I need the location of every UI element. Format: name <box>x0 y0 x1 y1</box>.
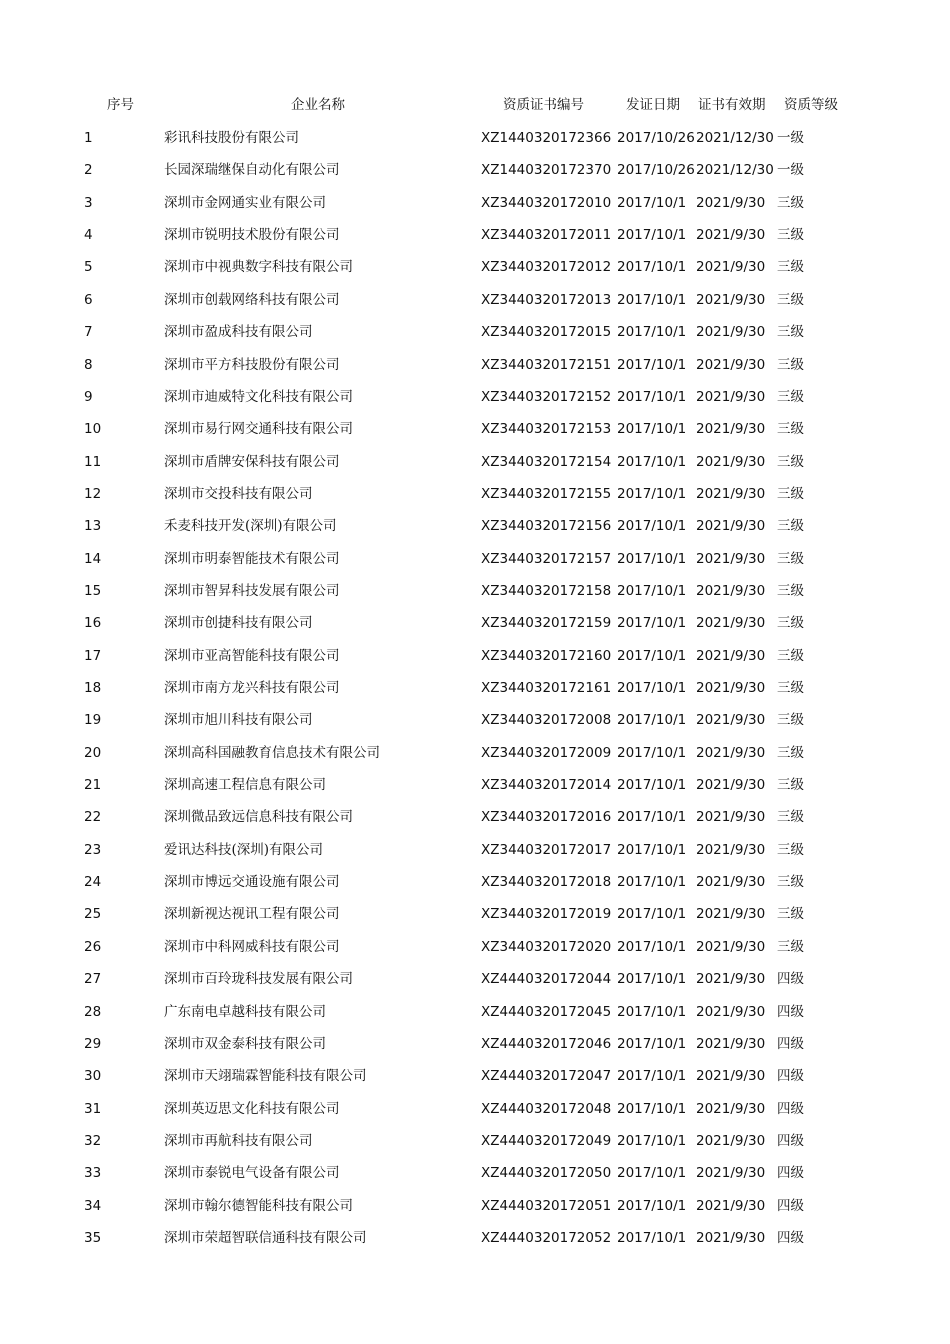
cell-no: 10 <box>84 421 102 438</box>
cell-cert: XZ3440320172016 <box>481 809 612 826</box>
cell-cert: XZ3440320172161 <box>481 680 612 696</box>
cell-no: 5 <box>84 259 93 276</box>
cell-cert: XZ1440320172366 <box>481 130 612 146</box>
cell-cert: XZ3440320172158 <box>481 582 612 599</box>
cell-level: 四级 <box>777 1229 804 1246</box>
cell-issue: 2017/10/1 <box>617 777 687 793</box>
cell-cert: XZ3440320172018 <box>481 874 612 891</box>
cell-expiry: 2021/9/30 <box>696 421 766 438</box>
cell-no: 2 <box>84 162 93 179</box>
cell-level: 三级 <box>777 809 804 826</box>
table-row <box>0 478 950 510</box>
table-row <box>0 801 950 833</box>
cell-name: 深圳市易行网交通科技有限公司 <box>164 421 353 438</box>
cell-no: 32 <box>84 1132 102 1149</box>
cell-expiry: 2021/9/30 <box>696 1165 766 1182</box>
cell-level: 四级 <box>777 1165 804 1182</box>
cell-cert: XZ3440320172020 <box>481 938 612 955</box>
table-row <box>0 640 950 672</box>
table-header <box>0 89 950 121</box>
cell-level: 三级 <box>777 906 804 923</box>
cell-no: 35 <box>84 1229 102 1246</box>
cell-expiry: 2021/9/30 <box>696 680 766 696</box>
cell-issue: 2017/10/1 <box>617 518 687 535</box>
cell-no: 24 <box>84 874 102 891</box>
cell-no: 14 <box>84 550 102 567</box>
cell-expiry: 2021/9/30 <box>696 453 766 470</box>
cell-name: 深圳市平方科技股份有限公司 <box>164 356 340 373</box>
cell-name: 深圳市智昇科技发展有限公司 <box>164 582 340 599</box>
cell-no: 8 <box>84 356 93 373</box>
cell-cert: XZ3440320172153 <box>481 421 612 438</box>
cell-cert: XZ3440320172008 <box>481 712 612 729</box>
cell-issue: 2017/10/1 <box>617 227 687 244</box>
table-row <box>0 834 950 866</box>
cell-level: 三级 <box>777 777 804 793</box>
cell-name: 深圳市翰尔德智能科技有限公司 <box>164 1197 353 1214</box>
cell-cert: XZ3440320172011 <box>481 227 612 244</box>
cell-level: 三级 <box>777 356 804 373</box>
cell-name: 深圳高速工程信息有限公司 <box>164 777 326 793</box>
cell-no: 9 <box>84 388 93 405</box>
cell-no: 22 <box>84 809 102 826</box>
cell-level: 三级 <box>777 582 804 599</box>
cell-level: 三级 <box>777 227 804 244</box>
cell-no: 31 <box>84 1100 102 1117</box>
cell-name: 深圳英迈思文化科技有限公司 <box>164 1100 340 1117</box>
cell-cert: XZ3440320172013 <box>481 291 612 308</box>
cell-expiry: 2021/9/30 <box>696 1132 766 1149</box>
cell-no: 16 <box>84 615 102 632</box>
cell-level: 三级 <box>777 388 804 405</box>
header-name: 企业名称 <box>291 97 345 113</box>
cell-name: 深圳市双金泰科技有限公司 <box>164 1035 326 1052</box>
cell-no: 15 <box>84 582 102 599</box>
cell-no: 12 <box>84 485 102 502</box>
table-row <box>0 1190 950 1222</box>
cell-issue: 2017/10/1 <box>617 906 687 923</box>
cell-name: 深圳市中视典数字科技有限公司 <box>164 259 353 276</box>
cell-level: 三级 <box>777 421 804 438</box>
cell-expiry: 2021/9/30 <box>696 550 766 567</box>
table-row <box>0 219 950 251</box>
table-row <box>0 1093 950 1125</box>
header-issue: 发证日期 <box>626 97 680 113</box>
cell-level: 三级 <box>777 680 804 696</box>
cell-no: 4 <box>84 227 93 244</box>
cell-issue: 2017/10/1 <box>617 259 687 276</box>
cell-name: 深圳市天翊瑞霖智能科技有限公司 <box>164 1068 367 1085</box>
cell-cert: XZ3440320172160 <box>481 647 612 664</box>
cell-cert: XZ3440320172154 <box>481 453 612 470</box>
table-row <box>0 737 950 769</box>
table-row <box>0 931 950 963</box>
cell-level: 三级 <box>777 259 804 276</box>
cell-expiry: 2021/12/30 <box>696 130 774 146</box>
cell-name: 彩讯科技股份有限公司 <box>164 130 299 146</box>
table-row <box>0 672 950 704</box>
cell-expiry: 2021/9/30 <box>696 874 766 891</box>
cell-no: 29 <box>84 1035 102 1052</box>
cell-cert: XZ3440320172159 <box>481 615 612 632</box>
cell-issue: 2017/10/1 <box>617 971 687 988</box>
cell-no: 19 <box>84 712 102 729</box>
cell-issue: 2017/10/1 <box>617 194 687 211</box>
cell-name: 深圳市博远交通设施有限公司 <box>164 874 340 891</box>
cell-expiry: 2021/9/30 <box>696 841 766 858</box>
cell-name: 深圳市迪威特文化科技有限公司 <box>164 388 353 405</box>
cell-cert: XZ4440320172050 <box>481 1165 612 1182</box>
table-row <box>0 446 950 478</box>
cell-cert: XZ3440320172152 <box>481 388 612 405</box>
cell-expiry: 2021/9/30 <box>696 1100 766 1117</box>
cell-cert: XZ1440320172370 <box>481 162 612 179</box>
table-row <box>0 769 950 801</box>
cell-no: 7 <box>84 324 93 341</box>
cell-expiry: 2021/9/30 <box>696 809 766 826</box>
cell-level: 三级 <box>777 874 804 891</box>
cell-name: 深圳市泰锐电气设备有限公司 <box>164 1165 340 1182</box>
table-row <box>0 866 950 898</box>
cell-expiry: 2021/9/30 <box>696 1003 766 1020</box>
cell-cert: XZ4440320172045 <box>481 1003 612 1020</box>
cell-issue: 2017/10/1 <box>617 291 687 308</box>
cell-cert: XZ3440320172009 <box>481 744 612 761</box>
table-row <box>0 1157 950 1189</box>
cell-no: 11 <box>84 453 102 470</box>
table-row <box>0 1222 950 1254</box>
cell-cert: XZ4440320172051 <box>481 1197 612 1214</box>
cell-no: 21 <box>84 777 102 793</box>
cell-expiry: 2021/9/30 <box>696 647 766 664</box>
cell-expiry: 2021/9/30 <box>696 906 766 923</box>
cell-level: 四级 <box>777 1035 804 1052</box>
cell-expiry: 2021/9/30 <box>696 777 766 793</box>
cell-cert: XZ3440320172156 <box>481 518 612 535</box>
cell-issue: 2017/10/1 <box>617 485 687 502</box>
cell-no: 6 <box>84 291 93 308</box>
cell-expiry: 2021/9/30 <box>696 227 766 244</box>
cell-cert: XZ3440320172019 <box>481 906 612 923</box>
cell-expiry: 2021/9/30 <box>696 1068 766 1085</box>
cell-name: 深圳市锐明技术股份有限公司 <box>164 227 340 244</box>
cell-no: 17 <box>84 647 102 664</box>
cell-cert: XZ3440320172017 <box>481 841 612 858</box>
table-row <box>0 381 950 413</box>
cell-issue: 2017/10/1 <box>617 809 687 826</box>
table-row <box>0 996 950 1028</box>
cell-name: 广东南电卓越科技有限公司 <box>164 1003 326 1020</box>
table-row <box>0 284 950 316</box>
cell-level: 四级 <box>777 1068 804 1085</box>
cell-name: 深圳新视达视讯工程有限公司 <box>164 906 340 923</box>
cell-level: 三级 <box>777 194 804 211</box>
cell-expiry: 2021/9/30 <box>696 388 766 405</box>
cell-issue: 2017/10/1 <box>617 1068 687 1085</box>
cell-issue: 2017/10/1 <box>617 1197 687 1214</box>
cell-cert: XZ3440320172010 <box>481 194 612 211</box>
cell-level: 三级 <box>777 485 804 502</box>
cell-expiry: 2021/9/30 <box>696 1197 766 1214</box>
cell-issue: 2017/10/1 <box>617 1165 687 1182</box>
cell-expiry: 2021/9/30 <box>696 194 766 211</box>
table-row <box>0 575 950 607</box>
cell-expiry: 2021/9/30 <box>696 712 766 729</box>
cell-name: 禾麦科技开发(深圳)有限公司 <box>164 518 337 535</box>
cell-no: 23 <box>84 841 102 858</box>
cell-expiry: 2021/9/30 <box>696 485 766 502</box>
cell-issue: 2017/10/1 <box>617 388 687 405</box>
table-row <box>0 510 950 542</box>
table-row <box>0 1028 950 1060</box>
cell-no: 1 <box>84 130 93 146</box>
cell-expiry: 2021/9/30 <box>696 744 766 761</box>
cell-level: 三级 <box>777 453 804 470</box>
cell-level: 四级 <box>777 1003 804 1020</box>
cell-level: 四级 <box>777 1197 804 1214</box>
cell-name: 深圳市盈成科技有限公司 <box>164 324 313 341</box>
cell-cert: XZ3440320172155 <box>481 485 612 502</box>
table-row <box>0 1060 950 1092</box>
cell-issue: 2017/10/26 <box>617 130 695 146</box>
cell-issue: 2017/10/1 <box>617 550 687 567</box>
cell-no: 28 <box>84 1003 102 1020</box>
cell-name: 深圳市亚高智能科技有限公司 <box>164 647 340 664</box>
cell-issue: 2017/10/1 <box>617 874 687 891</box>
cell-name: 深圳市交投科技有限公司 <box>164 485 313 502</box>
cell-level: 三级 <box>777 615 804 632</box>
cell-issue: 2017/10/1 <box>617 324 687 341</box>
cell-expiry: 2021/9/30 <box>696 582 766 599</box>
cell-issue: 2017/10/1 <box>617 1035 687 1052</box>
cell-expiry: 2021/9/30 <box>696 1035 766 1052</box>
cell-issue: 2017/10/1 <box>617 841 687 858</box>
cell-level: 四级 <box>777 1132 804 1149</box>
cell-expiry: 2021/9/30 <box>696 291 766 308</box>
cell-level: 三级 <box>777 518 804 535</box>
header-expiry: 证书有效期 <box>698 97 766 113</box>
cell-level: 三级 <box>777 712 804 729</box>
table-row <box>0 704 950 736</box>
cell-cert: XZ4440320172047 <box>481 1068 612 1085</box>
cell-issue: 2017/10/1 <box>617 582 687 599</box>
table-row <box>0 413 950 445</box>
cell-name: 深圳高科国融教育信息技术有限公司 <box>164 744 380 761</box>
cell-level: 一级 <box>777 162 804 179</box>
table-row <box>0 349 950 381</box>
cell-expiry: 2021/9/30 <box>696 938 766 955</box>
cell-name: 深圳市南方龙兴科技有限公司 <box>164 680 340 696</box>
cell-no: 18 <box>84 680 102 696</box>
cell-expiry: 2021/9/30 <box>696 1229 766 1246</box>
cell-name: 深圳市金网通实业有限公司 <box>164 194 326 211</box>
cell-level: 三级 <box>777 744 804 761</box>
cell-level: 一级 <box>777 130 804 146</box>
table-row <box>0 1125 950 1157</box>
table-row <box>0 187 950 219</box>
cell-issue: 2017/10/1 <box>617 615 687 632</box>
cell-cert: XZ3440320172014 <box>481 777 612 793</box>
cell-level: 三级 <box>777 938 804 955</box>
cell-cert: XZ4440320172044 <box>481 971 612 988</box>
cell-expiry: 2021/9/30 <box>696 615 766 632</box>
cell-issue: 2017/10/1 <box>617 1229 687 1246</box>
cell-name: 长园深瑞继保自动化有限公司 <box>164 162 340 179</box>
table-row <box>0 898 950 930</box>
cell-cert: XZ4440320172052 <box>481 1229 612 1246</box>
table-row <box>0 607 950 639</box>
cell-name: 深圳市明泰智能技术有限公司 <box>164 550 340 567</box>
cell-issue: 2017/10/1 <box>617 712 687 729</box>
cell-expiry: 2021/9/30 <box>696 971 766 988</box>
cell-cert: XZ3440320172157 <box>481 550 612 567</box>
cell-no: 33 <box>84 1165 102 1182</box>
cell-cert: XZ4440320172049 <box>481 1132 612 1149</box>
cell-expiry: 2021/12/30 <box>696 162 774 179</box>
cell-cert: XZ3440320172015 <box>481 324 612 341</box>
table-row <box>0 316 950 348</box>
cell-level: 四级 <box>777 971 804 988</box>
cell-expiry: 2021/9/30 <box>696 518 766 535</box>
cell-level: 三级 <box>777 291 804 308</box>
cell-issue: 2017/10/1 <box>617 1003 687 1020</box>
cell-level: 四级 <box>777 1100 804 1117</box>
cell-no: 27 <box>84 971 102 988</box>
cell-name: 深圳市旭川科技有限公司 <box>164 712 313 729</box>
cell-name: 爱讯达科技(深圳)有限公司 <box>164 841 324 858</box>
cell-name: 深圳市中科网威科技有限公司 <box>164 938 340 955</box>
cell-name: 深圳市创捷科技有限公司 <box>164 615 313 632</box>
cell-issue: 2017/10/1 <box>617 744 687 761</box>
table-row <box>0 122 950 154</box>
cell-issue: 2017/10/26 <box>617 162 695 179</box>
cell-issue: 2017/10/1 <box>617 453 687 470</box>
cell-issue: 2017/10/1 <box>617 938 687 955</box>
cell-no: 3 <box>84 194 93 211</box>
table-row <box>0 154 950 186</box>
cell-cert: XZ3440320172151 <box>481 356 612 373</box>
cell-issue: 2017/10/1 <box>617 1100 687 1117</box>
header-no: 序号 <box>107 97 134 113</box>
cell-name: 深圳市创载网络科技有限公司 <box>164 291 340 308</box>
header-level: 资质等级 <box>784 97 838 113</box>
cell-no: 26 <box>84 938 102 955</box>
table-row <box>0 543 950 575</box>
cell-level: 三级 <box>777 647 804 664</box>
cell-issue: 2017/10/1 <box>617 356 687 373</box>
cell-level: 三级 <box>777 324 804 341</box>
cell-expiry: 2021/9/30 <box>696 324 766 341</box>
table-row <box>0 963 950 995</box>
cell-cert: XZ3440320172012 <box>481 259 612 276</box>
cell-expiry: 2021/9/30 <box>696 259 766 276</box>
cell-name: 深圳市荣超智联信通科技有限公司 <box>164 1229 367 1246</box>
cell-cert: XZ4440320172048 <box>481 1100 612 1117</box>
cell-issue: 2017/10/1 <box>617 680 687 696</box>
cell-issue: 2017/10/1 <box>617 421 687 438</box>
cell-level: 三级 <box>777 550 804 567</box>
cell-name: 深圳微品致远信息科技有限公司 <box>164 809 353 826</box>
cell-name: 深圳市百玲珑科技发展有限公司 <box>164 971 353 988</box>
cell-name: 深圳市盾牌安保科技有限公司 <box>164 453 340 470</box>
cell-expiry: 2021/9/30 <box>696 356 766 373</box>
cell-no: 30 <box>84 1068 102 1085</box>
cell-issue: 2017/10/1 <box>617 647 687 664</box>
table-row <box>0 251 950 283</box>
cell-issue: 2017/10/1 <box>617 1132 687 1149</box>
cell-no: 20 <box>84 744 102 761</box>
header-cert: 资质证书编号 <box>503 97 584 113</box>
cell-name: 深圳市再航科技有限公司 <box>164 1132 313 1149</box>
cell-cert: XZ4440320172046 <box>481 1035 612 1052</box>
cell-no: 34 <box>84 1197 102 1214</box>
cell-no: 25 <box>84 906 102 923</box>
cell-no: 13 <box>84 518 102 535</box>
cell-level: 三级 <box>777 841 804 858</box>
